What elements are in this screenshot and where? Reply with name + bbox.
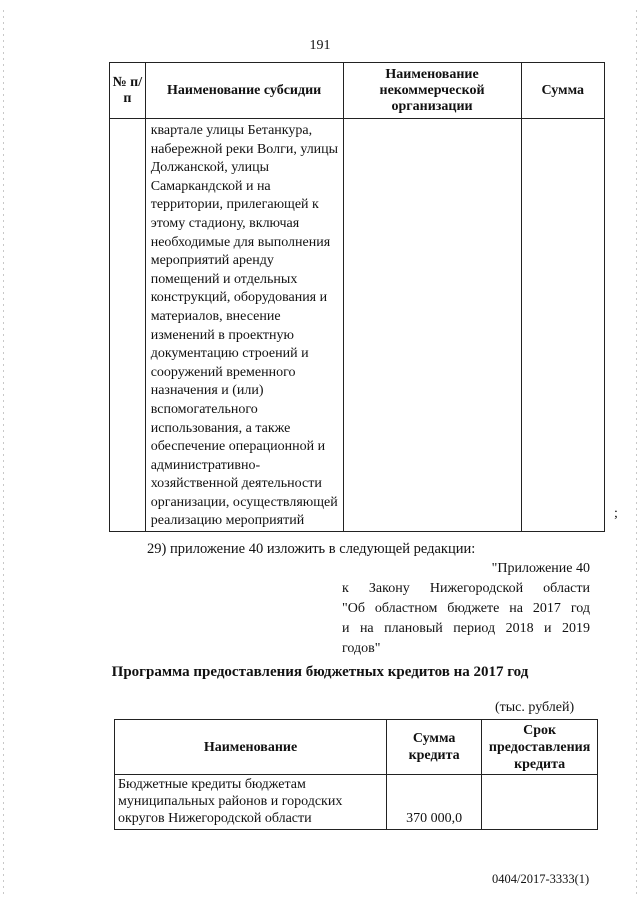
scan-edge-left	[3, 10, 4, 895]
page-number: 191	[309, 38, 331, 53]
header-number: № п/п	[110, 63, 146, 119]
appendix-header	[342, 559, 590, 659]
cell-subsidy-name: квартале улицы Бетанкура, набережной реки Волги, улицы Должанской, улицы Самаркандской и на территории, прилегающей к этому стадиону, включая необходимые для выполнения мероприятий аренду помещений и отдельных конструкций, оборудования и материалов, внесение изменений в проектную документацию строений и сооружений временного назначения и (или) вспомогательного использования, а также обеспечение операционной и административно-хозяйственной деятельности организации, осуществляющей реализацию мероприятий	[145, 119, 343, 532]
appendix-line: к Закону Нижегородской области	[342, 581, 590, 596]
amendment-item: 29) приложение 40 изложить в следующей редакции:	[147, 541, 476, 557]
table-row	[115, 775, 598, 830]
header-term: Срок предоставления кредита	[482, 720, 598, 775]
subsidy-table	[109, 62, 605, 532]
cell-organization	[343, 119, 521, 532]
appendix-line: "Приложение 40	[491, 561, 590, 576]
table-row	[110, 119, 605, 532]
appendix-line: "Об областном бюджете на 2017 год	[342, 601, 590, 616]
cell-credit-term	[482, 775, 598, 830]
header-sum: Сумма	[521, 63, 604, 119]
appendix-line: годов"	[342, 641, 381, 656]
header-organization: Наименование некоммерческой организации	[343, 63, 521, 119]
section-title: Программа предоставления бюджетных кредитов на 2017 год	[111, 664, 529, 680]
credit-table	[114, 719, 598, 830]
credit-table-header	[115, 720, 598, 775]
cell-credit-amount: 370 000,0	[387, 775, 482, 830]
header-subsidy-name: Наименование субсидии	[145, 63, 343, 119]
appendix-line: и на плановый период 2018 и 2019	[342, 621, 590, 636]
units-label: (тыс. рублей)	[495, 700, 575, 715]
subsidy-table-header	[110, 63, 605, 119]
cell-number	[110, 119, 146, 532]
cell-sum	[521, 119, 604, 532]
cell-credit-name: Бюджетные кредиты бюджетам муниципальных районов и городских округов Нижегородской области	[115, 775, 387, 830]
document-code: 0404/2017-3333(1)	[492, 872, 590, 886]
trailing-semicolon: ;	[614, 506, 618, 521]
header-amount: Сумма кредита	[387, 720, 482, 775]
header-name: Наименование	[115, 720, 387, 775]
scan-edge-right	[636, 10, 637, 895]
